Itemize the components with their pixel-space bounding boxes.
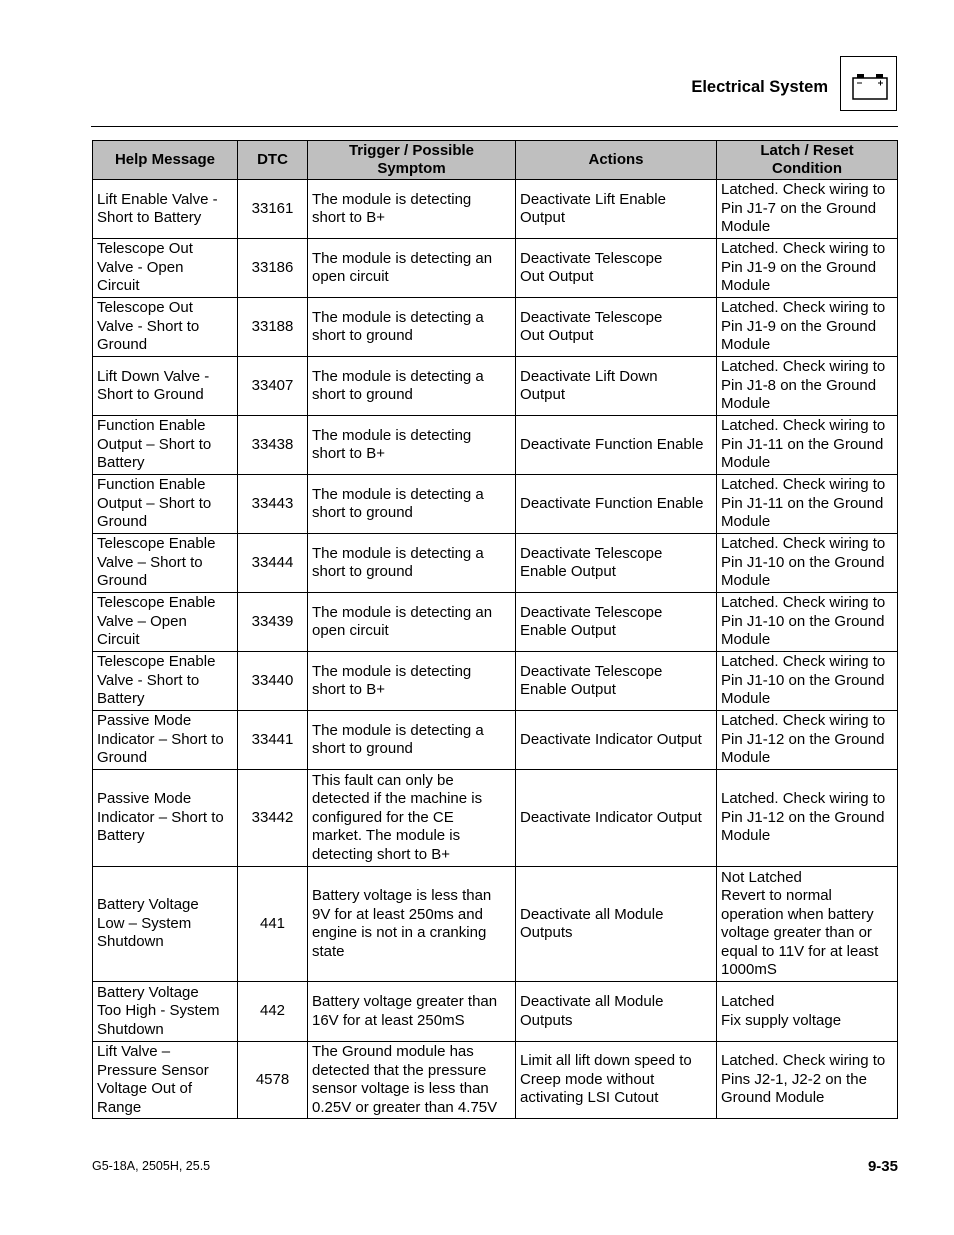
cell-latch: Latched. Check wiring to Pin J1-8 on the Ground Module [717, 357, 898, 416]
cell-trigger: The module is detecting a short to ground [308, 298, 516, 357]
cell-trigger: The module is detecting short to B+ [308, 652, 516, 711]
cell-help-message: Function Enable Output – Short to Ground [93, 475, 238, 534]
cell-action: Deactivate Telescope Out Output [516, 298, 717, 357]
table-row [93, 711, 898, 770]
cell-dtc: 33444 [238, 534, 308, 593]
cell-help-message: Telescope Enable Valve – Open Circuit [93, 593, 238, 652]
table-row [93, 593, 898, 652]
cell-trigger: Battery voltage is less than 9V for at least 250ms and engine is not in a cranking state [308, 867, 516, 982]
cell-dtc: 442 [238, 982, 308, 1042]
table-row [93, 180, 898, 239]
cell-latch: Latched. Check wiring to Pin J1-10 on the Ground Module [717, 534, 898, 593]
column-header-actions: Actions [516, 141, 717, 180]
section-title: Electrical System [691, 78, 828, 96]
cell-latch: Latched. Check wiring to Pin J1-7 on the Ground Module [717, 180, 898, 239]
cell-action: Deactivate Telescope Enable Output [516, 534, 717, 593]
table-row [93, 652, 898, 711]
cell-help-message: Passive Mode Indicator – Short to Ground [93, 711, 238, 770]
cell-help-message: Telescope Out Valve - Open Circuit [93, 239, 238, 298]
cell-latch: Latched. Check wiring to Pin J1-12 on the Ground Module [717, 770, 898, 867]
cell-latch: Latched Fix supply voltage [717, 982, 898, 1042]
column-header-help-message: Help Message [93, 141, 238, 180]
cell-help-message: Lift Enable Valve - Short to Battery [93, 180, 238, 239]
footer-page-number: 9-35 [867, 1158, 898, 1175]
table-row [93, 534, 898, 593]
cell-dtc: 4578 [238, 1042, 308, 1119]
cell-action: Deactivate all Module Outputs [516, 982, 717, 1042]
cell-dtc: 33440 [238, 652, 308, 711]
cell-help-message: Passive Mode Indicator – Short to Battery [93, 770, 238, 867]
cell-action: Deactivate Lift Down Output [516, 357, 717, 416]
cell-dtc: 441 [238, 867, 308, 982]
cell-help-message: Lift Down Valve - Short to Ground [93, 357, 238, 416]
cell-dtc: 33438 [238, 416, 308, 475]
cell-action: Deactivate Function Enable [516, 416, 717, 475]
footer-doc-code: G5-18A, 2505H, 25.5 [92, 1159, 211, 1173]
dtc-table [92, 140, 898, 1119]
cell-trigger: This fault can only be detected if the machine is configured for the CE market. The module is detecting short to B+ [308, 770, 516, 867]
cell-latch: Latched. Check wiring to Pin J1-9 on the Ground Module [717, 298, 898, 357]
table-row [93, 298, 898, 357]
table-header-row [93, 141, 898, 180]
cell-dtc: 33161 [238, 180, 308, 239]
cell-action: Deactivate Indicator Output [516, 711, 717, 770]
cell-trigger: The module is detecting a short to ground [308, 711, 516, 770]
cell-help-message: Battery Voltage Low – System Shutdown [93, 867, 238, 982]
column-header-trigger: Trigger / Possible Symptom [308, 141, 516, 180]
cell-dtc: 33442 [238, 770, 308, 867]
cell-latch: Not Latched Revert to normal operation when battery voltage greater than or equal to 11V for at least 1000mS [717, 867, 898, 982]
cell-trigger: Battery voltage greater than 16V for at least 250mS [308, 982, 516, 1042]
cell-trigger: The module is detecting an open circuit [308, 593, 516, 652]
cell-dtc: 33441 [238, 711, 308, 770]
cell-help-message: Telescope Enable Valve – Short to Ground [93, 534, 238, 593]
cell-help-message: Battery Voltage Too High - System Shutdown [93, 982, 238, 1042]
header-rule [91, 126, 898, 127]
cell-dtc: 33439 [238, 593, 308, 652]
cell-action: Deactivate Function Enable [516, 475, 717, 534]
cell-help-message: Telescope Out Valve - Short to Ground [93, 298, 238, 357]
cell-dtc: 33186 [238, 239, 308, 298]
cell-latch: Latched. Check wiring to Pin J1-10 on the Ground Module [717, 652, 898, 711]
cell-dtc: 33407 [238, 357, 308, 416]
cell-trigger: The module is detecting short to B+ [308, 416, 516, 475]
table-row [93, 867, 898, 982]
table-row [93, 239, 898, 298]
cell-help-message: Telescope Enable Valve - Short to Battery [93, 652, 238, 711]
table-row [93, 475, 898, 534]
cell-dtc: 33443 [238, 475, 308, 534]
table-row [93, 416, 898, 475]
cell-action: Limit all lift down speed to Creep mode without activating LSI Cutout [516, 1042, 717, 1119]
cell-action: Deactivate Telescope Enable Output [516, 593, 717, 652]
cell-help-message: Lift Valve – Pressure Sensor Voltage Out of Range [93, 1042, 238, 1119]
cell-action: Deactivate all Module Outputs [516, 867, 717, 982]
cell-trigger: The module is detecting a short to ground [308, 534, 516, 593]
cell-latch: Latched. Check wiring to Pin J1-11 on the Ground Module [717, 416, 898, 475]
cell-action: Deactivate Telescope Enable Output [516, 652, 717, 711]
cell-help-message: Function Enable Output – Short to Battery [93, 416, 238, 475]
table-row [93, 982, 898, 1042]
cell-latch: Latched. Check wiring to Pins J2-1, J2-2 on the Ground Module [717, 1042, 898, 1119]
table-row [93, 770, 898, 867]
table-row [93, 1042, 898, 1119]
cell-latch: Latched. Check wiring to Pin J1-11 on the Ground Module [717, 475, 898, 534]
battery-icon [840, 56, 897, 111]
cell-action: Deactivate Indicator Output [516, 770, 717, 867]
cell-latch: Latched. Check wiring to Pin J1-9 on the Ground Module [717, 239, 898, 298]
cell-trigger: The module is detecting short to B+ [308, 180, 516, 239]
column-header-latch: Latch / Reset Condition [717, 141, 898, 180]
cell-trigger: The module is detecting an open circuit [308, 239, 516, 298]
column-header-dtc: DTC [238, 141, 308, 180]
cell-latch: Latched. Check wiring to Pin J1-10 on the Ground Module [717, 593, 898, 652]
cell-trigger: The module is detecting a short to ground [308, 475, 516, 534]
cell-action: Deactivate Telescope Out Output [516, 239, 717, 298]
cell-trigger: The Ground module has detected that the pressure sensor voltage is less than 0.25V or greater than 4.75V [308, 1042, 516, 1119]
table-row [93, 357, 898, 416]
cell-action: Deactivate Lift Enable Output [516, 180, 717, 239]
cell-trigger: The module is detecting a short to ground [308, 357, 516, 416]
cell-dtc: 33188 [238, 298, 308, 357]
cell-latch: Latched. Check wiring to Pin J1-12 on the Ground Module [717, 711, 898, 770]
